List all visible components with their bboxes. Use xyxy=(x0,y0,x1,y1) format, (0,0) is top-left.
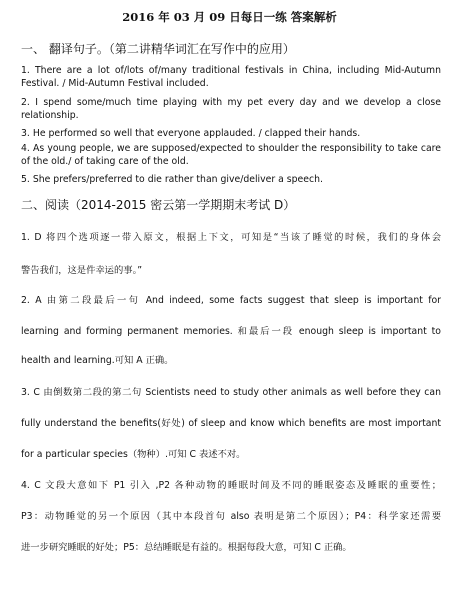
answer-3-line-3: for a particular species（物种）.可知 C 表述不对。 xyxy=(21,449,246,460)
answer-3-line-2: fully understand the benefits(好处) of sleep and know which benefits are most important xyxy=(21,418,441,429)
translation-item-3: 3. He performed so well that everyone applauded. / clapped their hands. xyxy=(21,128,361,139)
answer-4-line-2: P3：动物睡觉的另一个原因（其中本段首句 also 表明是第二个原因）；P4：科学家还需要 xyxy=(21,511,441,522)
answer-2-line-1: 2. A 由第二段最后一句 And indeed, some facts suggest that sleep is important for xyxy=(21,295,441,306)
answer-2-line-3: health and learning.可知 A 正确。 xyxy=(21,355,174,366)
answer-1-line-2: 警告我们，这是件幸运的事。” xyxy=(21,265,143,276)
section-2-heading: 二、阅读（2014-2015 密云第一学期期末考试 D） xyxy=(21,198,296,212)
section-1-heading: 一、 翻译句子。（第二讲精华词汇在写作中的应用） xyxy=(21,42,295,56)
translation-item-1: 1. There are a lot of/lots of/many traditional festivals in China, including Mid-Autumn Festival. / Mid-Autumn Festival included. xyxy=(21,65,441,90)
page-title: 2016 年 03 月 09 日每日一练 答案解析 xyxy=(122,10,337,24)
answer-4-line-3: 进一步研究睡眠的好处；P5：总结睡眠是有益的。根据每段大意，可知 C 正确。 xyxy=(21,542,352,553)
translation-item-2: 2. I spend some/much time playing with my pet every day and we develop a close relationship. xyxy=(21,97,441,122)
answer-3-line-1: 3. C 由倒数第二段的第二句 Scientists need to study other animals as well before they can xyxy=(21,387,441,398)
translation-item-4: 4. As young people, we are supposed/expected to shoulder the responsibility to take care of the old./ of taking care of the old. xyxy=(21,143,441,168)
translation-item-5: 5. She prefers/preferred to die rather than give/deliver a speech. xyxy=(21,174,323,185)
answer-4-line-1: 4. C 文段大意如下 P1 引入 ,P2 各种动物的睡眠时间及不同的睡眠姿态及睡眠的重要性； xyxy=(21,480,441,491)
answer-2-line-2: learning and forming permanent memories. 和最后一段 enough sleep is important to xyxy=(21,326,441,337)
answer-1-line-1: 1. D 将四个选项逐一带入原文，根据上下文，可知是“当该了睡觉的时候，我们的身体会 xyxy=(21,232,441,243)
